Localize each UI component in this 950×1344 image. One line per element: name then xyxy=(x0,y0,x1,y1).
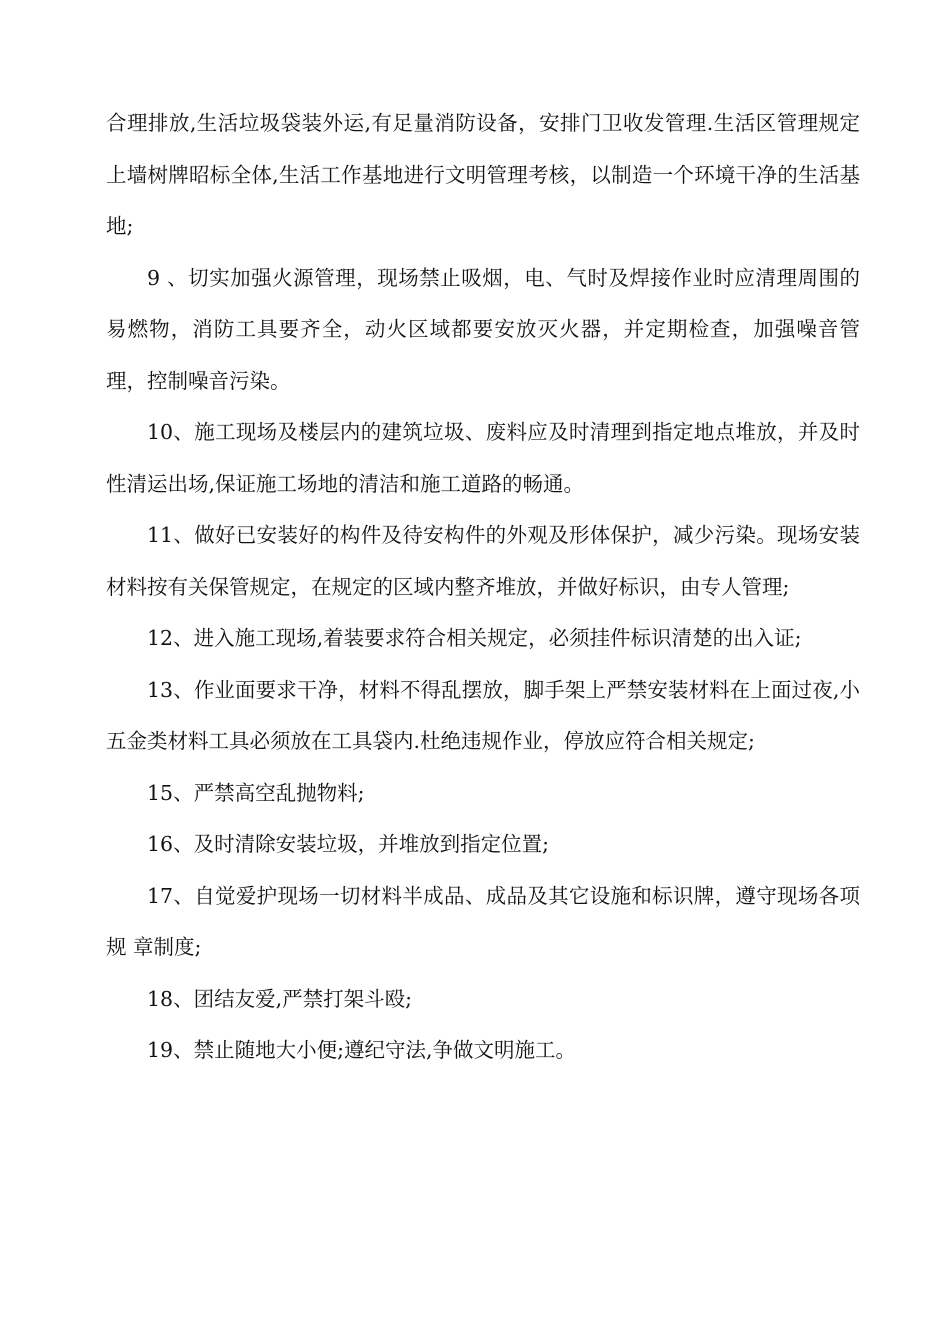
paragraph-item-9: 9 、切实加强火源管理，现场禁止吸烟，电、气时及焊接作业时应清理周围的易燃物，消防工具要齐全，动火区域都要安放灭火器，并定期检查，加强噪音管理，控制噪音污染。 xyxy=(106,265,860,393)
paragraph-item-16: 16、及时清除安装垃圾，并堆放到指定位置; xyxy=(147,832,549,856)
paragraph-item-17: 17、自觉爱护现场一切材料半成品、成品及其它设施和标识牌，遵守现场各项规 章制度; xyxy=(106,883,860,959)
paragraph-item-12: 12、进入施工现场,着装要求符合相关规定，必须挂件标识清楚的出入证; xyxy=(147,626,802,650)
paragraph-item-10: 10、施工现场及楼层内的建筑垃圾、废料应及时清理到指定地点堆放，并及时性清运出场,保证施工场地的清洁和施工道路的畅通。 xyxy=(106,420,860,496)
paragraph-item-13: 13、作业面要求干净，材料不得乱摆放，脚手架上严禁安装材料在上面过夜,小五金类材料工具必须放在工具袋内.杜绝违规作业，停放应符合相关规定; xyxy=(106,677,860,753)
document-body xyxy=(106,98,860,1077)
paragraph-item-11: 11、做好已安装好的构件及待安构件的外观及形体保护，减少污染。现场安装材料按有关保管规定，在规定的区域内整齐堆放，并做好标识，由专人管理; xyxy=(106,523,860,599)
paragraph-item-19: 19、禁止随地大小便;遵纪守法,争做文明施工。 xyxy=(147,1038,577,1062)
paragraph-continuation: 合理排放,生活垃圾袋装外运,有足量消防设备，安排门卫收发管理.生活区管理规定上墙树牌昭标全体,生活工作基地进行文明管理考核，以制造一个环境干净的生活基地; xyxy=(106,111,860,238)
paragraph-item-15: 15、严禁高空乱抛物料; xyxy=(147,780,365,805)
paragraph-item-18: 18、团结友爱,严禁打架斗殴; xyxy=(147,986,413,1011)
